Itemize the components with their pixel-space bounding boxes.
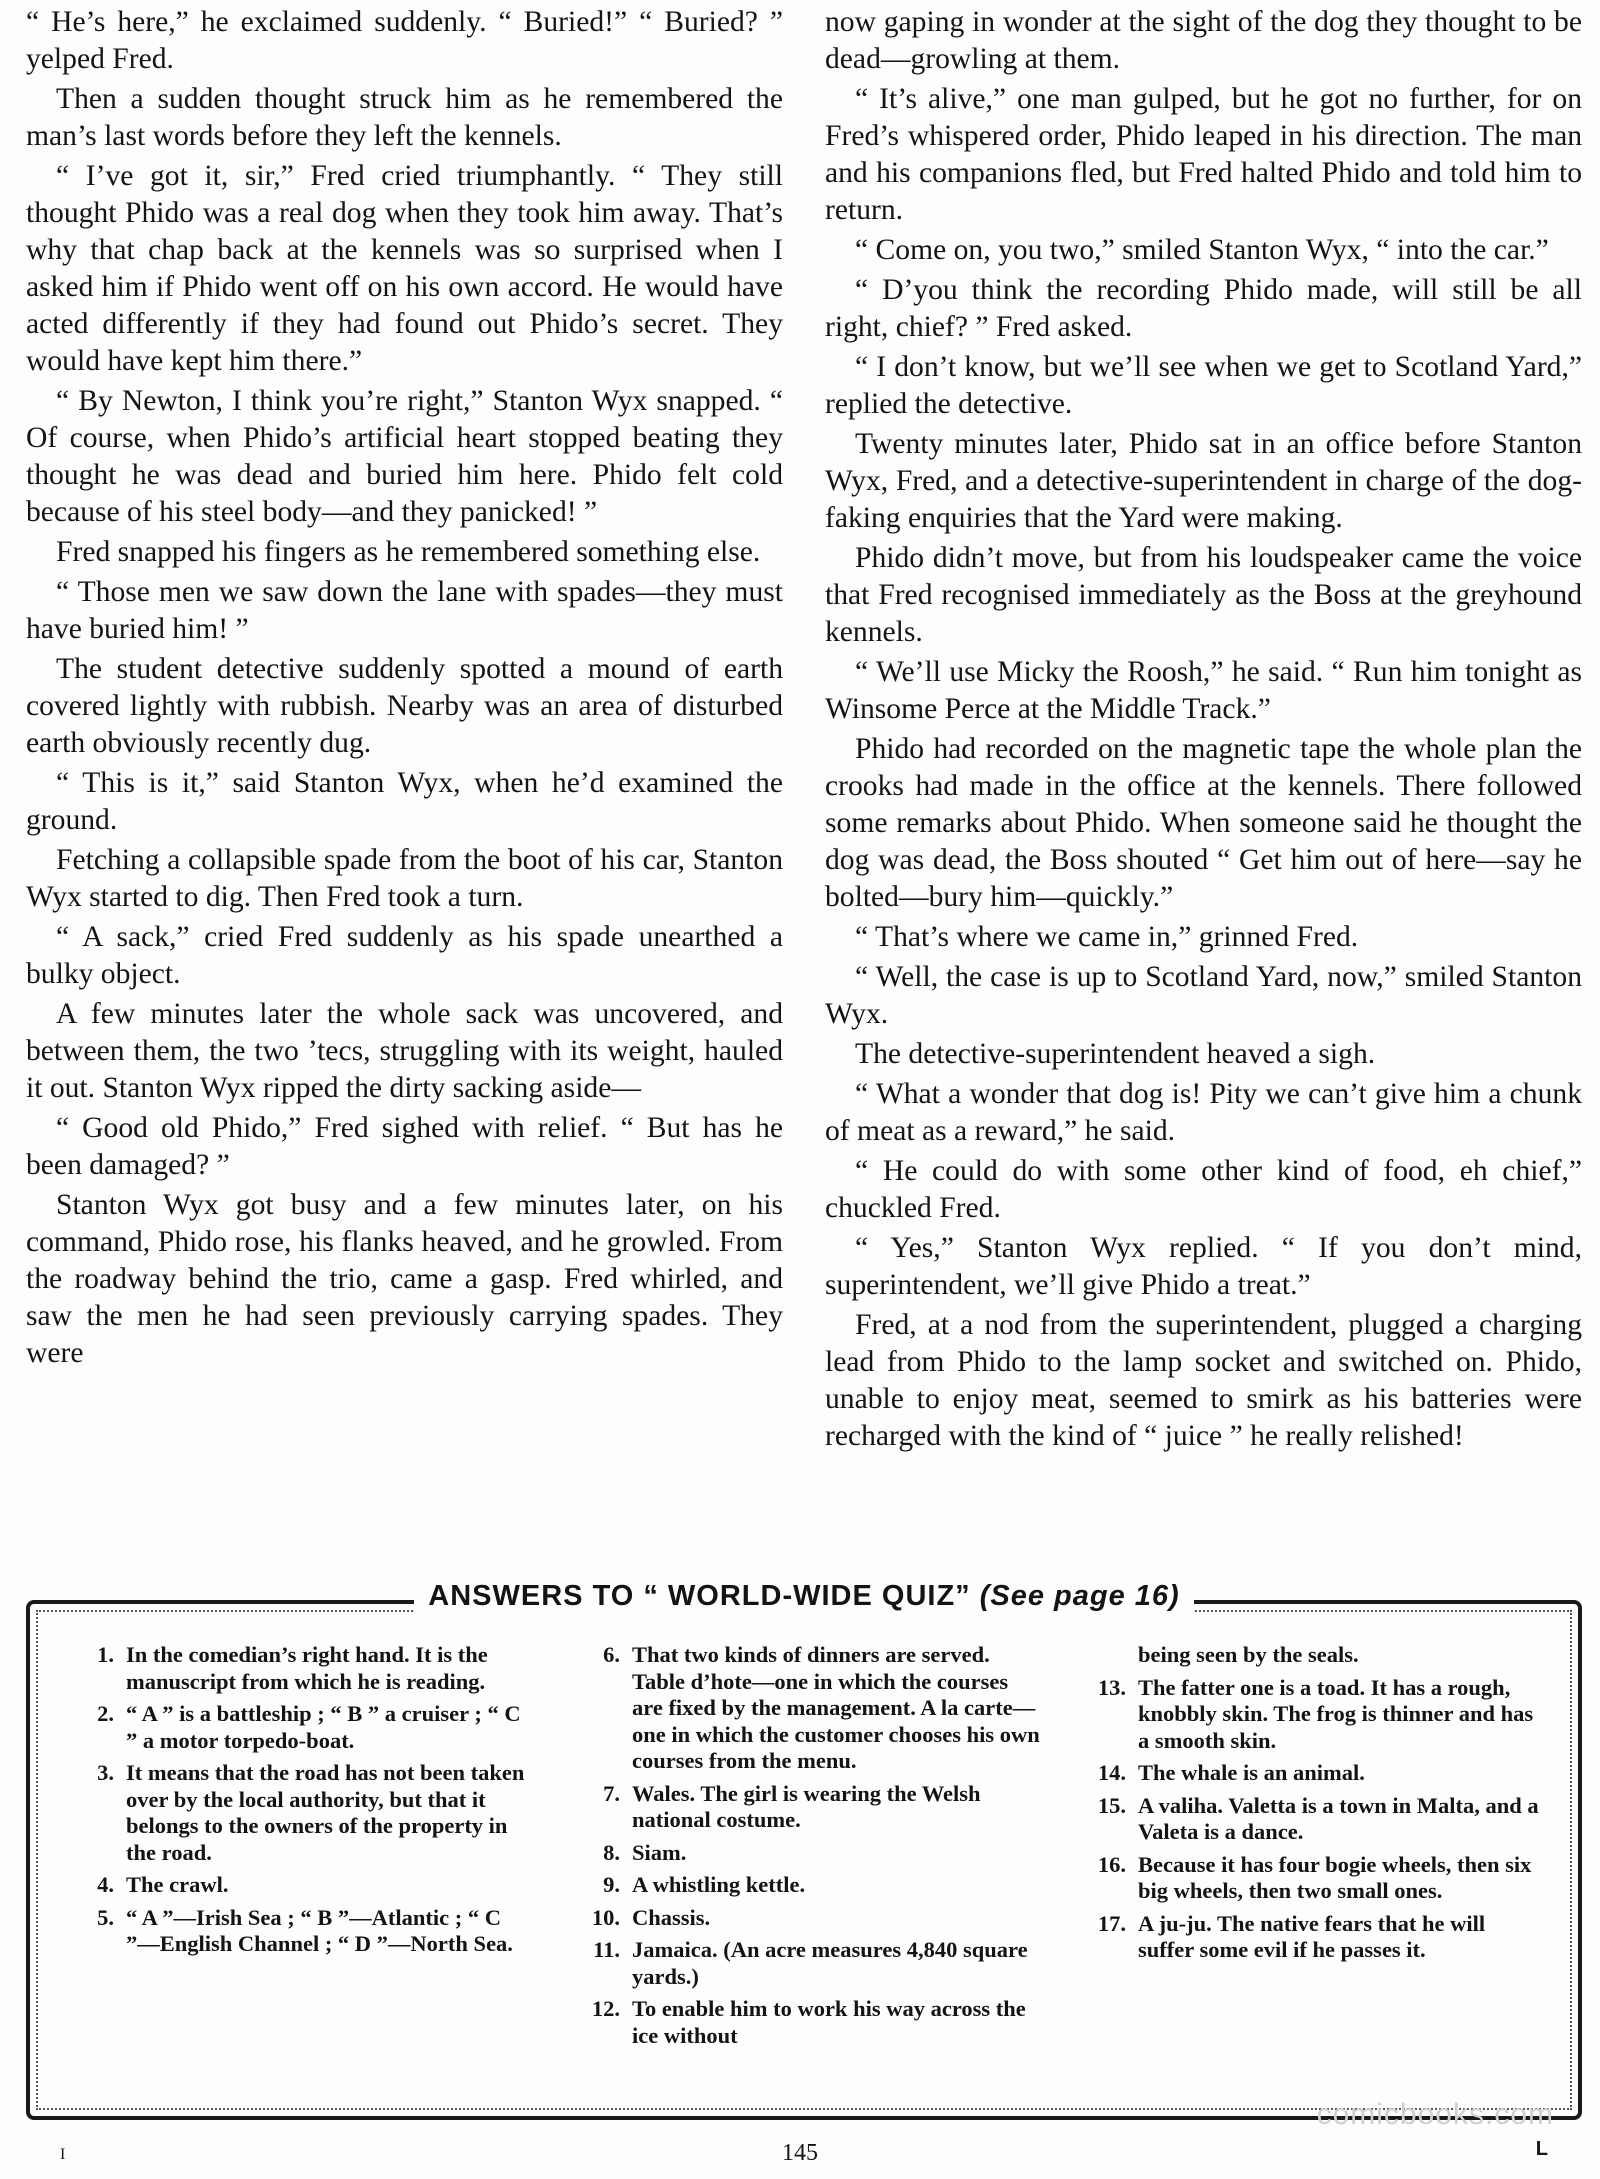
- answer-number: 8.: [603, 1839, 620, 1865]
- answer-number: 12.: [591, 1996, 620, 2021]
- corner-mark-left: I: [60, 2146, 66, 2163]
- paragraph: “ By Newton, I think you’re right,” Stanton Wyx snapped. “ Of course, when Phido’s artificial heart stopped beating they thought he was dead and buried him here. Phido felt cold because of his steel body—and they panicked! ”: [26, 385, 783, 528]
- story-column-right: [825, 4, 1582, 1592]
- paragraph: Twenty minutes later, Phido sat in an office before Stanton Wyx, Fred, and a detective-superintendent in charge of the dog-faking enquiries that the Yard were making.: [825, 428, 1582, 534]
- paragraph: The detective-superintendent heaved a sigh.: [855, 1038, 1376, 1070]
- quiz-column-2: [568, 1642, 1040, 2098]
- paragraph: now gaping in wonder at the sight of the dog they thought to be dead—growling at them.: [825, 6, 1582, 75]
- watermark: comicbooks.com: [1316, 2098, 1554, 2131]
- quiz-answer: [62, 1760, 534, 1866]
- quiz-title: [30, 1580, 1578, 1613]
- quiz-answer: [1074, 1793, 1546, 1846]
- quiz-column-1: [62, 1642, 534, 2098]
- paragraph: “ Well, the case is up to Scotland Yard, now,” smiled Stanton Wyx.: [825, 961, 1582, 1030]
- quiz-answer: [568, 1905, 1040, 1932]
- answer-number: 1.: [97, 1642, 114, 1667]
- answer-number: 9.: [603, 1872, 620, 1897]
- paragraph: “ That’s where we came in,” grinned Fred.: [855, 921, 1359, 953]
- answer-number: 7.: [603, 1780, 620, 1806]
- answer-number: 10.: [591, 1904, 620, 1930]
- answer-text: being seen by the seals.: [1138, 1642, 1359, 1667]
- answer-text: Siam.: [632, 1839, 687, 1865]
- quiz-answer: [568, 1781, 1040, 1834]
- paragraph: A few minutes later the whole sack was uncovered, and between them, the two ’tecs, struggling with its weight, hauled it out. Stanton Wyx ripped the dirty sacking aside—: [26, 998, 783, 1104]
- answer-text: To enable him to work his way across the ice without: [632, 1996, 1026, 2048]
- paragraph: “ He could do with some other kind of food, eh chief,” chuckled Fred.: [825, 1155, 1582, 1224]
- answer-number: 15.: [1097, 1792, 1126, 1818]
- quiz-answer: [1074, 1760, 1546, 1787]
- answer-text: In the comedian’s right hand. It is the manuscript from which he is reading.: [126, 1642, 488, 1694]
- quiz-answer: [62, 1905, 534, 1958]
- quiz-answer-continued: [1074, 1642, 1546, 1669]
- answer-text: The whale is an animal.: [1138, 1760, 1365, 1785]
- quiz-answer: [1074, 1911, 1546, 1964]
- answer-number: 2.: [97, 1701, 114, 1726]
- answer-text: Because it has four bogie wheels, then six big wheels, then two small ones.: [1138, 1851, 1532, 1903]
- paragraph: “ Good old Phido,” Fred sighed with relief. “ But has he been damaged? ”: [26, 1112, 783, 1181]
- quiz-answer: [568, 1872, 1040, 1899]
- quiz-answer: [62, 1872, 534, 1899]
- answer-text: The crawl.: [126, 1872, 229, 1897]
- quiz-answer: [568, 1937, 1040, 1990]
- paragraph: “ Yes,” Stanton Wyx replied. “ If you don’t mind, superintendent, we’ll give Phido a treat.”: [825, 1232, 1582, 1301]
- quiz-answer: [568, 1840, 1040, 1867]
- answer-text: A ju-ju. The native fears that he will suffer some evil if he passes it.: [1138, 1910, 1486, 1962]
- quiz-answer: [62, 1701, 534, 1754]
- paragraph: “ D’you think the recording Phido made, will still be all right, chief? ” Fred asked.: [825, 274, 1582, 343]
- answer-number: 17.: [1097, 1910, 1126, 1936]
- quiz-answer: [568, 1642, 1040, 1775]
- answer-number: 3.: [97, 1760, 114, 1785]
- paragraph: “ This is it,” said Stanton Wyx, when he’d examined the ground.: [26, 767, 783, 836]
- quiz-answer: [568, 1996, 1040, 2049]
- paragraph: “ Come on, you two,” smiled Stanton Wyx, “ into the car.”: [855, 234, 1549, 266]
- quiz-answer: [1074, 1675, 1546, 1755]
- quiz-see-page: (See page 16): [979, 1580, 1180, 1612]
- answer-number: 14.: [1097, 1760, 1126, 1785]
- answer-number: 4.: [97, 1872, 114, 1897]
- quiz-answer: [62, 1642, 534, 1695]
- paragraph: Phido didn’t move, but from his loudspeaker came the voice that Fred recognised immediately as the Boss at the greyhound kennels.: [825, 542, 1582, 648]
- page-number: 145: [782, 2140, 818, 2166]
- corner-mark: L: [1535, 2138, 1548, 2160]
- paragraph: Fred snapped his fingers as he remembered something else.: [56, 536, 761, 568]
- answer-text: “ A ” is a battleship ; “ B ” a cruiser ; “ C ” a motor torpedo-boat.: [126, 1701, 521, 1753]
- paragraph: “ I’ve got it, sir,” Fred cried triumphantly. “ They still thought Phido was a real dog when they took him away. That’s why that chap back at the kennels was so surprised when I asked him if Phido went off on his own accord. He would have acted differently if they had found out Phido’s secret. They would have kept him there.”: [26, 160, 783, 377]
- story-text: [26, 4, 1582, 1592]
- answer-number: 6.: [603, 1642, 620, 1667]
- story-column-left: [26, 4, 783, 1592]
- quiz-answers-box: [26, 1580, 1582, 2120]
- answer-number: 13.: [1097, 1674, 1126, 1700]
- answer-text: The fatter one is a toad. It has a rough, knobbly skin. The frog is thinner and has a smooth skin.: [1138, 1674, 1534, 1753]
- quiz-answer: [1074, 1852, 1546, 1905]
- paragraph: Then a sudden thought struck him as he remembered the man’s last words before they left the kennels.: [26, 83, 783, 152]
- quiz-column-3: [1074, 1642, 1546, 2098]
- paragraph: Fred, at a nod from the superintendent, plugged a charging lead from Phido to the lamp socket and switched on. Phido, unable to enjoy meat, seemed to smirk as his batteries were recharged with the kind of “ juice ” he really relished!: [825, 1309, 1582, 1452]
- answer-number: 11.: [593, 1937, 620, 1962]
- answer-text: It means that the road has not been taken over by the local authority, but that it belongs to the owners of the property in the road.: [126, 1760, 525, 1865]
- answer-text: That two kinds of dinners are served. Table d’hote—one in which the courses are fixed by the management. A la carte—one in which the customer chooses his own courses from the menu.: [632, 1642, 1040, 1773]
- answer-text: Jamaica. (An acre measures 4,840 square yards.): [632, 1937, 1028, 1989]
- paragraph: The student detective suddenly spotted a mound of earth covered lightly with rubbish. Nearby was an area of disturbed earth obviously recently dug.: [26, 653, 783, 759]
- paragraph: “ He’s here,” he exclaimed suddenly. “ Buried!” “ Buried? ” yelped Fred.: [26, 6, 783, 75]
- paragraph: “ It’s alive,” one man gulped, but he got no further, for on Fred’s whispered order, Phido leaped in his direction. The man and his companions fled, but Fred halted Phido and told him to return.: [825, 83, 1582, 226]
- paragraph: “ Those men we saw down the lane with spades—they must have buried him! ”: [26, 576, 783, 645]
- paragraph: “ What a wonder that dog is! Pity we can’t give him a chunk of meat as a reward,” he said.: [825, 1078, 1582, 1147]
- paragraph: “ I don’t know, but we’ll see when we get to Scotland Yard,” replied the detective.: [825, 351, 1582, 420]
- answer-text: Wales. The girl is wearing the Welsh national costume.: [632, 1780, 981, 1832]
- paragraph: “ We’ll use Micky the Roosh,” he said. “ Run him tonight as Winsome Perce at the Middle Track.”: [825, 656, 1582, 725]
- answer-text: A valiha. Valetta is a town in Malta, and a Valeta is a dance.: [1138, 1792, 1539, 1844]
- paragraph: “ A sack,” cried Fred suddenly as his spade unearthed a bulky object.: [26, 921, 783, 990]
- answer-text: “ A ”—Irish Sea ; “ B ”—Atlantic ; “ C ”—English Channel ; “ D ”—North Sea.: [126, 1904, 513, 1956]
- paragraph: Stanton Wyx got busy and a few minutes later, on his command, Phido rose, his flanks heaved, and he growled. From the roadway behind the trio, came a gasp. Fred whirled, and saw the men he had seen previously carrying spades. They were: [26, 1189, 783, 1369]
- paragraph: Phido had recorded on the magnetic tape the whole plan the crooks had made in the office at the kennels. There followed some remarks about Phido. When someone said he thought the dog was dead, the Boss shouted “ Get him out of here—say he bolted—bury him—quickly.”: [825, 733, 1582, 913]
- answer-text: Chassis.: [632, 1904, 711, 1930]
- answer-text: A whistling kettle.: [632, 1872, 806, 1897]
- paragraph: Fetching a collapsible spade from the boot of his car, Stanton Wyx started to dig. Then Fred took a turn.: [26, 844, 783, 913]
- quiz-title-text: ANSWERS TO “ WORLD-WIDE QUIZ”: [428, 1580, 971, 1612]
- answer-number: 16.: [1097, 1851, 1126, 1877]
- answer-number: 5.: [97, 1904, 114, 1930]
